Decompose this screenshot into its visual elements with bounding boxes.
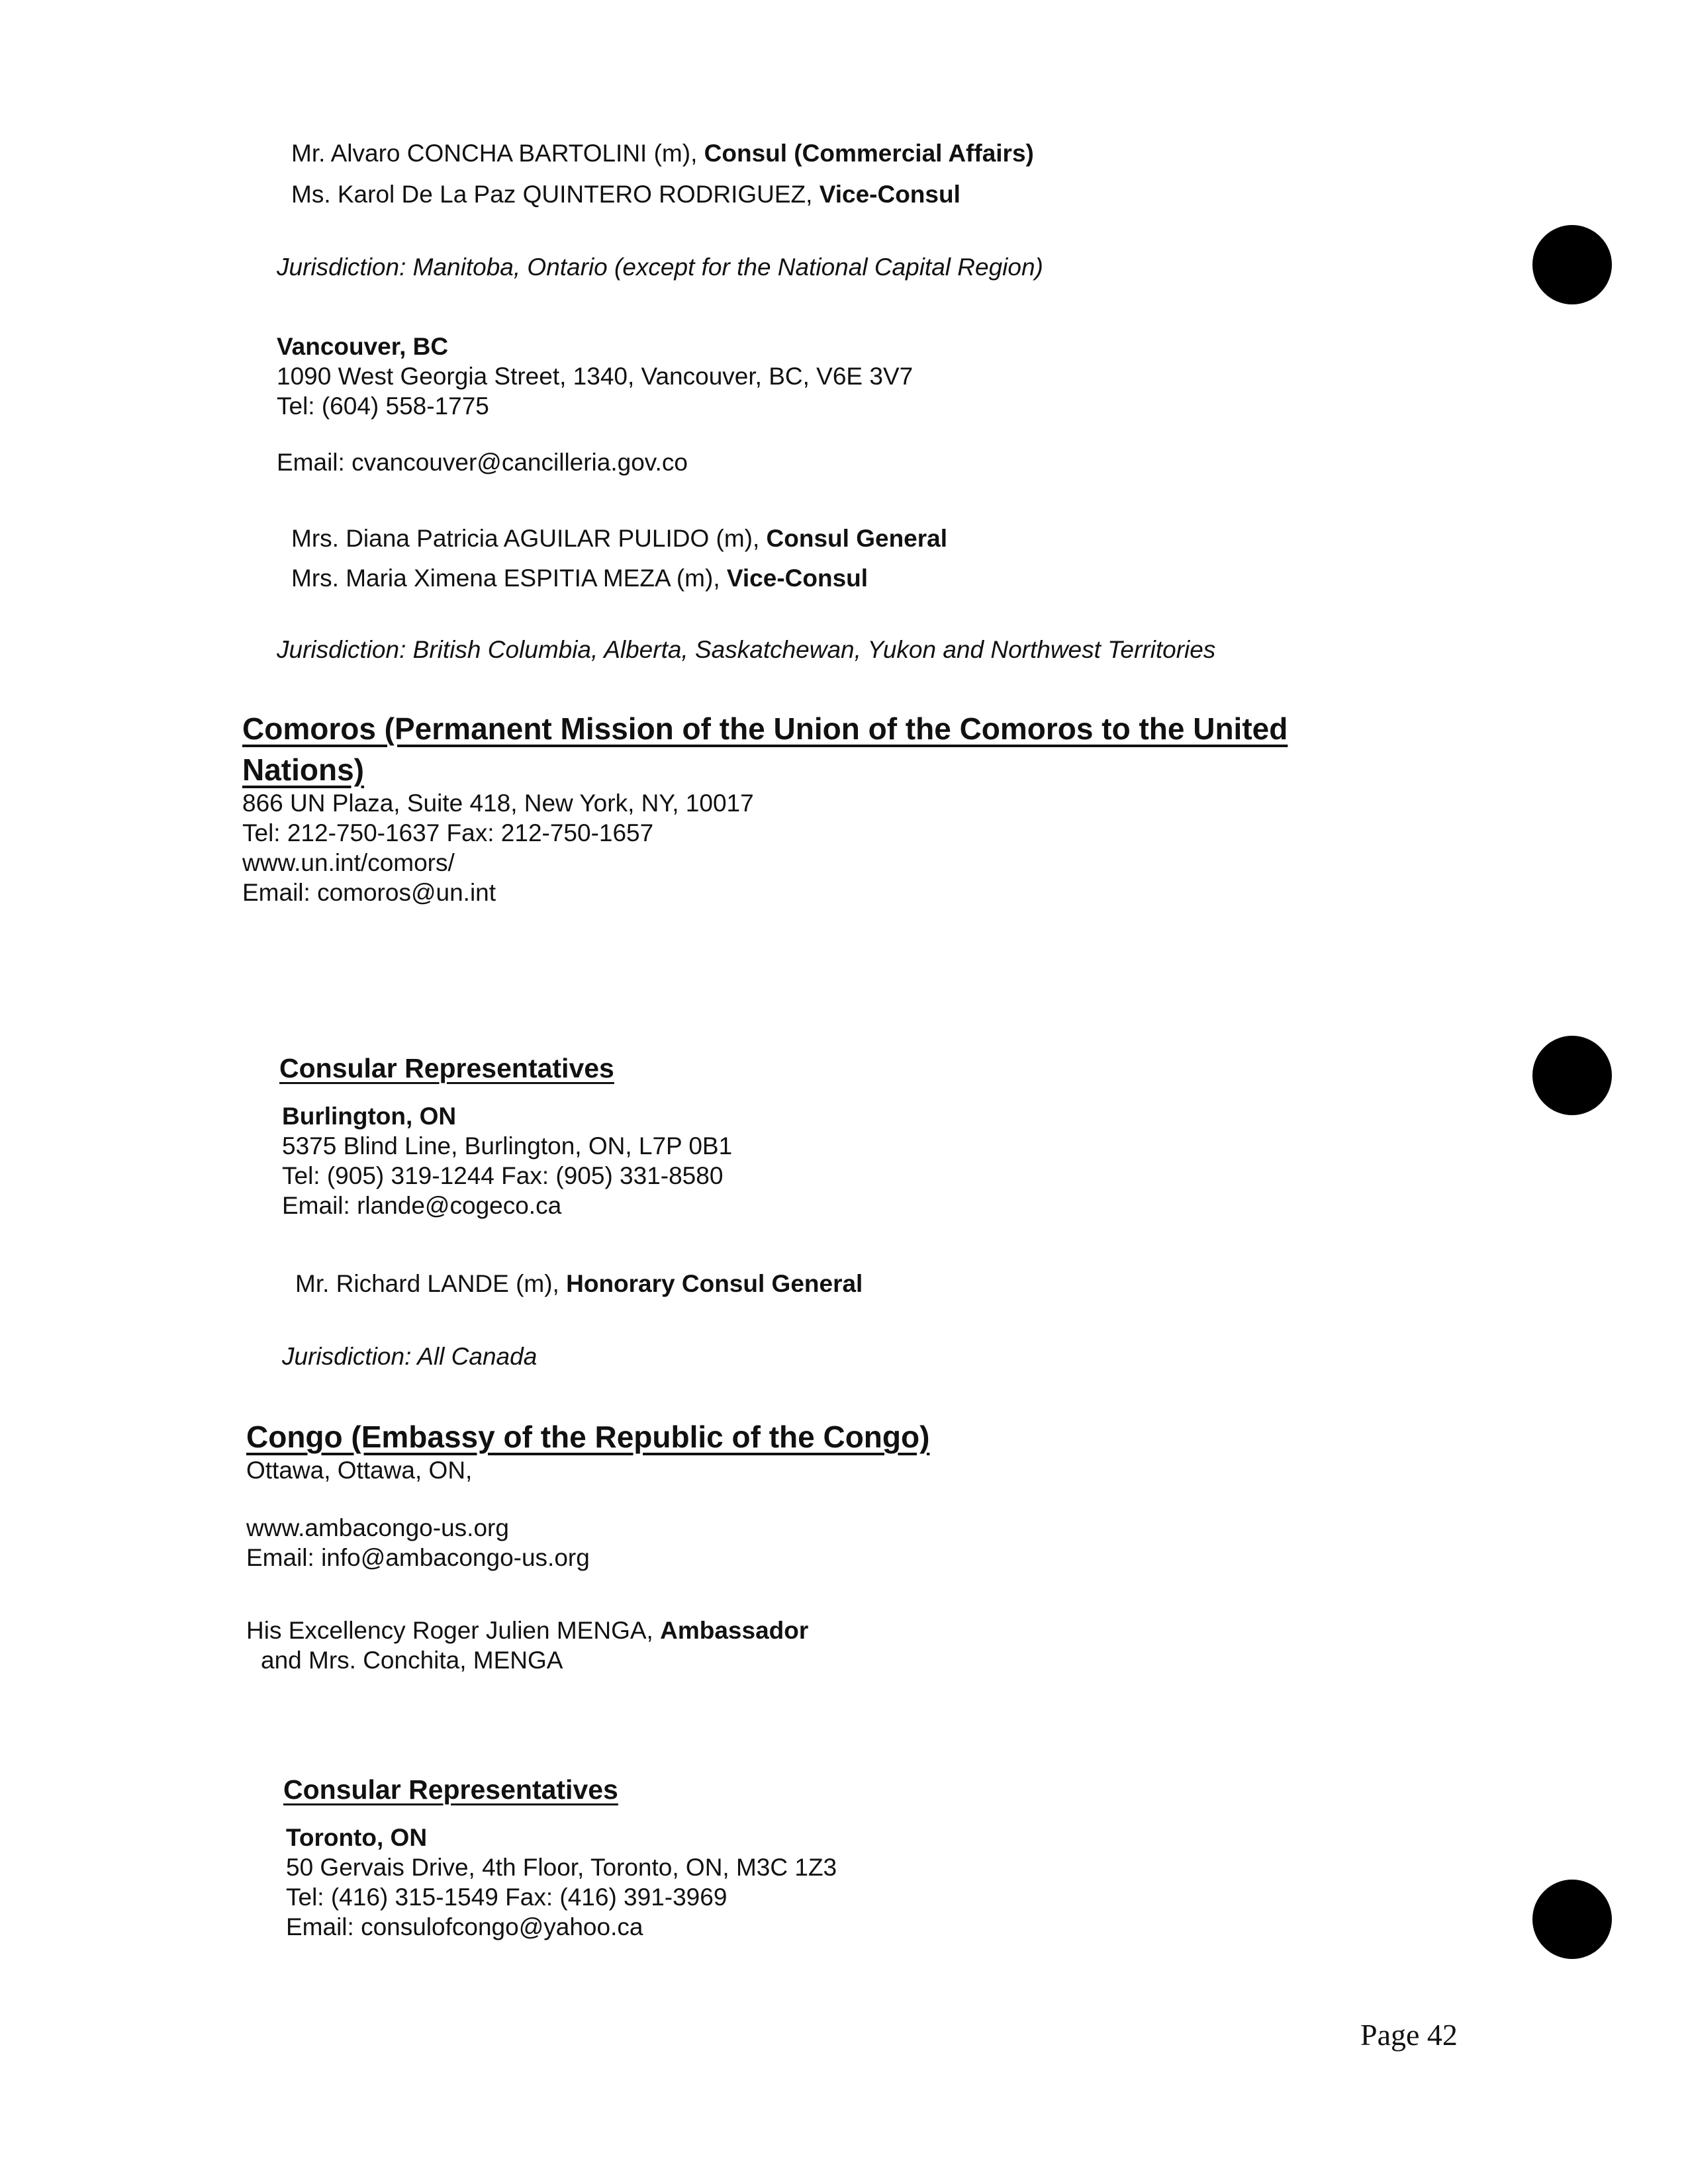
- official-name: Mr. Richard LANDE (m),: [295, 1270, 567, 1297]
- section-heading-comoros-cont: Nations): [242, 752, 364, 787]
- official-name: Mrs. Maria Ximena ESPITIA MEZA (m),: [291, 565, 727, 592]
- official-title: Vice-Consul: [819, 181, 961, 208]
- ambassador-title: Ambassador: [660, 1617, 809, 1644]
- consulate-address: 1090 West Georgia Street, 1340, Vancouver, BC, V6E 3V7: [277, 363, 914, 390]
- mission-email[interactable]: Email: comoros@un.int: [242, 879, 496, 906]
- consulate-tel-fax: Tel: (416) 315-1549 Fax: (416) 391-3969: [286, 1884, 727, 1911]
- official-name: Mr. Alvaro CONCHA BARTOLINI (m),: [291, 140, 704, 167]
- consulate-address: 50 Gervais Drive, 4th Floor, Toronto, ON, M3C 1Z3: [286, 1854, 837, 1881]
- mission-address: 866 UN Plaza, Suite 418, New York, NY, 10017: [242, 790, 754, 817]
- mission-tel-fax: Tel: 212-750-1637 Fax: 212-750-1657: [242, 819, 654, 846]
- page-number: Page 42: [1360, 2018, 1458, 2052]
- official-line: [295, 1269, 863, 1298]
- section-heading-comoros: Comoros (Permanent Mission of the Union of the Comoros to the United: [242, 711, 1288, 746]
- official-title: Consul General: [766, 525, 947, 552]
- consulate-email: Email: cvancouver@cancilleria.gov.co: [277, 449, 688, 476]
- ambassador-line: [246, 1616, 808, 1645]
- punch-hole-top: [1532, 225, 1612, 304]
- consulate-email[interactable]: Email: rlande@cogeco.ca: [282, 1192, 562, 1219]
- consular-representatives-heading: Consular Representatives: [279, 1053, 614, 1083]
- ambassador-spouse: and Mrs. Conchita, MENGA: [261, 1647, 563, 1674]
- official-title: Consul (Commercial Affairs): [704, 140, 1034, 167]
- jurisdiction: Jurisdiction: All Canada: [282, 1343, 538, 1370]
- consulate-address: 5375 Blind Line, Burlington, ON, L7P 0B1: [282, 1132, 733, 1160]
- official-name: Mrs. Diana Patricia AGUILAR PULIDO (m),: [291, 525, 767, 552]
- ambassador-name: His Excellency Roger Julien MENGA,: [246, 1617, 661, 1644]
- official-line: [291, 180, 961, 209]
- official-line: [291, 524, 947, 553]
- consulate-city: Toronto, ON: [286, 1824, 428, 1851]
- consulate-tel-fax: Tel: (905) 319-1244 Fax: (905) 331-8580: [282, 1162, 724, 1189]
- section-heading-congo: Congo (Embassy of the Republic of the Congo): [246, 1420, 930, 1454]
- official-name: Ms. Karol De La Paz QUINTERO RODRIGUEZ,: [291, 181, 820, 208]
- jurisdiction: Jurisdiction: Manitoba, Ontario (except for the National Capital Region): [277, 253, 1043, 281]
- consulate-city: Vancouver, BC: [277, 333, 449, 360]
- consulate-email[interactable]: Email: consulofcongo@yahoo.ca: [286, 1913, 643, 1940]
- official-title: Honorary Consul General: [566, 1270, 863, 1297]
- punch-hole-middle: [1532, 1036, 1612, 1115]
- consular-representatives-heading: Consular Representatives: [283, 1774, 618, 1805]
- consulate-tel: Tel: (604) 558-1775: [277, 392, 489, 420]
- official-title: Vice-Consul: [726, 565, 868, 592]
- official-line: [291, 139, 1034, 168]
- mission-website[interactable]: www.un.int/comors/: [242, 849, 455, 876]
- jurisdiction: Jurisdiction: British Columbia, Alberta, Saskatchewan, Yukon and Northwest Territories: [277, 636, 1216, 663]
- punch-hole-bottom: [1532, 1880, 1612, 1959]
- embassy-email[interactable]: Email: info@ambacongo-us.org: [246, 1544, 590, 1571]
- embassy-website[interactable]: www.ambacongo-us.org: [246, 1514, 509, 1541]
- consulate-city: Burlington, ON: [282, 1103, 457, 1130]
- embassy-address: Ottawa, Ottawa, ON,: [246, 1457, 473, 1484]
- official-line: [291, 564, 868, 593]
